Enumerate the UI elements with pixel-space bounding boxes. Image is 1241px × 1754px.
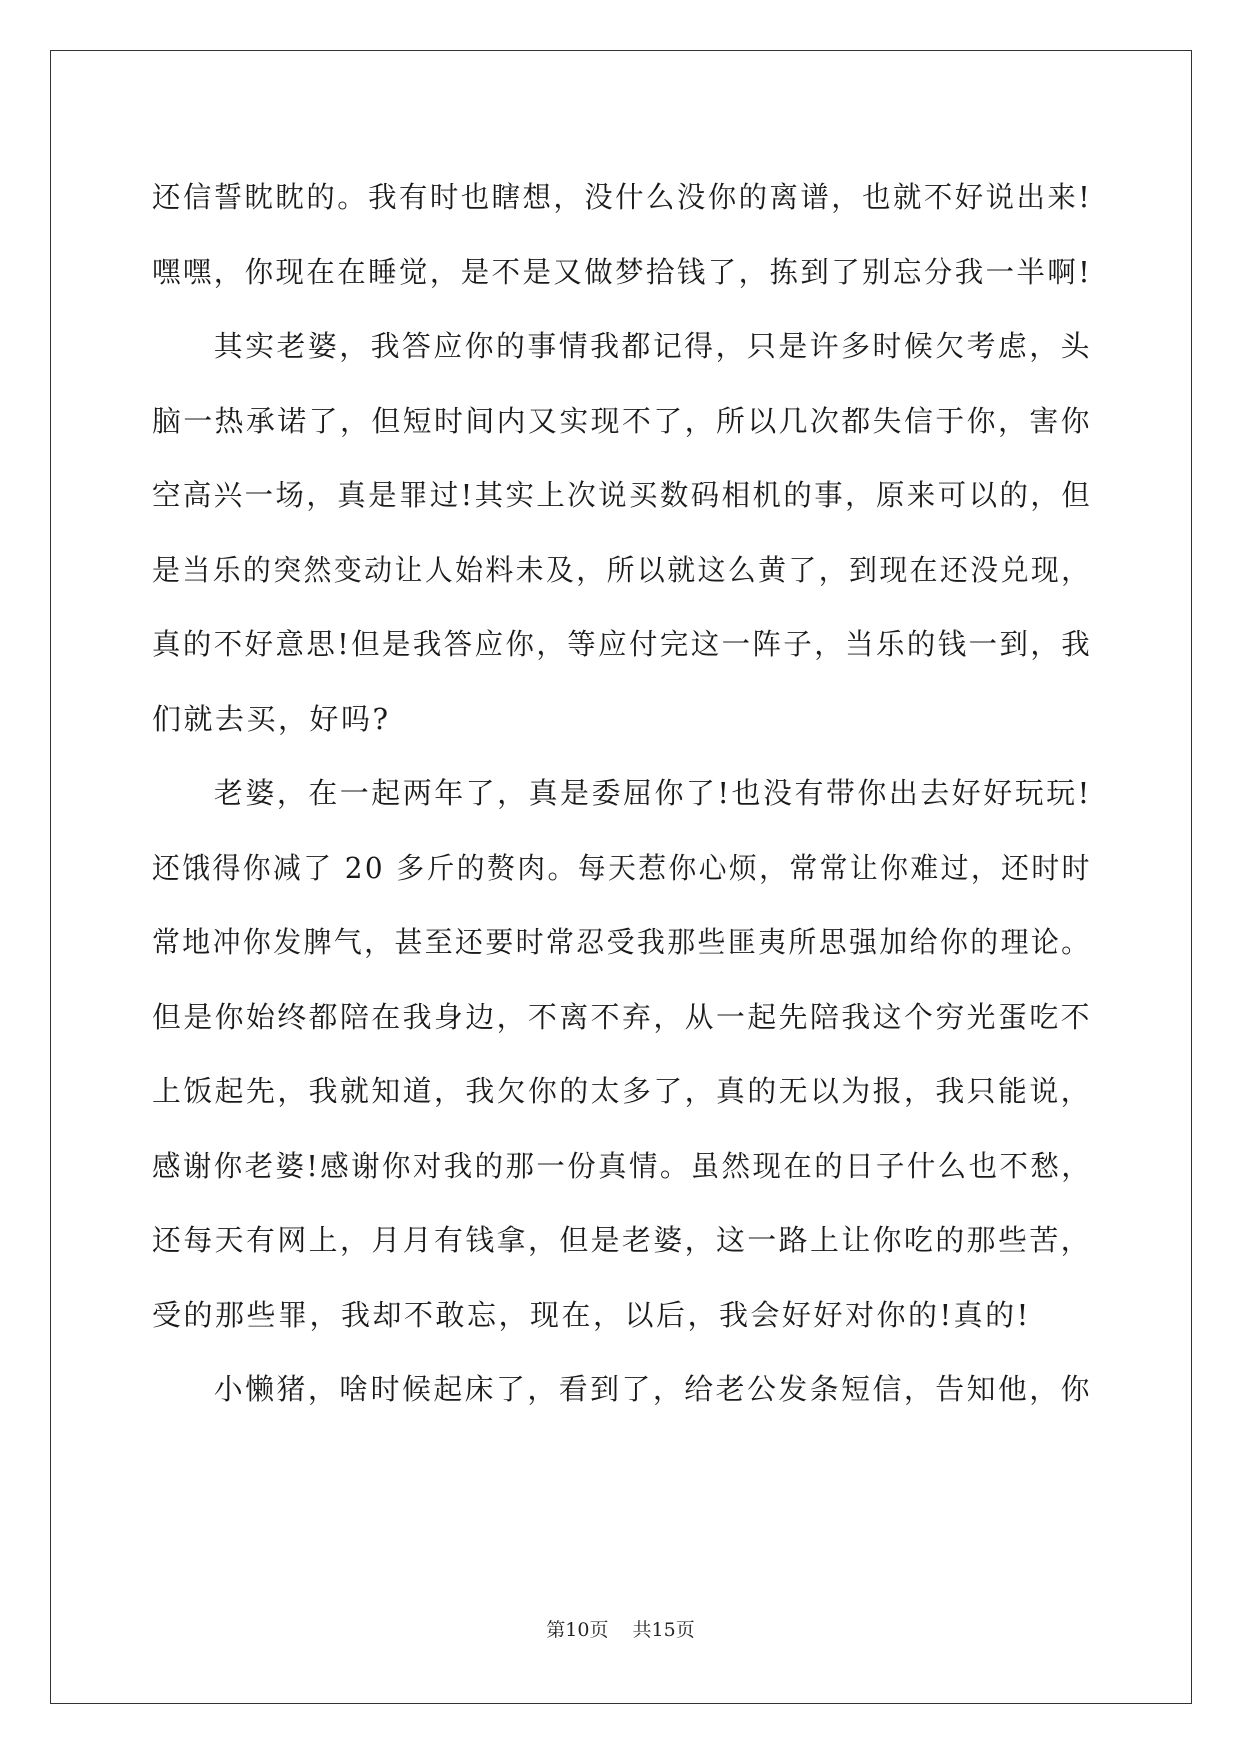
text-line: 脑一热承诺了，但短时间内又实现不了，所以几次都失信于你，害你	[152, 403, 1093, 438]
text-line: 但是你始终都陪在我身边，不离不弃，从一起先陪我这个穷光蛋吃不	[152, 999, 1093, 1034]
text-line: 受的那些罪，我却不敢忘，现在，以后，我会好好对你的!真的!	[152, 1297, 1031, 1332]
text-line: 其实老婆，我答应你的事情我都记得，只是许多时候欠考虑，头	[213, 329, 1093, 363]
text-line: 小懒猪，啥时候起床了，看到了，给老公发条短信，告知他，你	[213, 1372, 1093, 1406]
text-line: 感谢你老婆!感谢你对我的那一份真情。虽然现在的日子什么也不愁，	[152, 1148, 1093, 1183]
page-number-current: 第10页	[546, 1619, 609, 1641]
page-footer	[0, 1615, 1241, 1642]
page-number-total: 共15页	[632, 1619, 695, 1641]
text-line: 上饭起先，我就知道，我欠你的太多了，真的无以为报，我只能说，	[152, 1074, 1093, 1108]
text-line: 们就去买，好吗?	[152, 701, 391, 736]
document-body	[152, 160, 1092, 1427]
text-line: 是当乐的突然变动让人始料未及，所以就这么黄了，到现在还没兑现，	[152, 552, 1092, 587]
text-line: 常地冲你发脾气，甚至还要时常忍受我那些匪夷所思强加给你的理论。	[152, 925, 1092, 959]
text-line: 空高兴一场，真是罪过!其实上次说买数码相机的事，原来可以的，但	[152, 478, 1093, 512]
text-line: 还饿得你减了 20 多斤的赘肉。每天惹你心烦，常常让你难过，还时时	[152, 850, 1092, 885]
text-line: 还每天有网上，月月有钱拿，但是老婆，这一路上让你吃的那些苦，	[152, 1223, 1093, 1257]
text-line: 嘿嘿，你现在在睡觉，是不是又做梦拾钱了，拣到了别忘分我一半啊!	[152, 254, 1093, 289]
text-line: 还信誓眈眈的。我有时也瞎想，没什么没你的离谱，也就不好说出来!	[152, 180, 1093, 214]
text-line: 真的不好意思!但是我答应你，等应付完这一阵子，当乐的钱一到，我	[152, 627, 1093, 661]
text-line: 老婆，在一起两年了，真是委屈你了!也没有带你出去好好玩玩!	[213, 776, 1092, 810]
